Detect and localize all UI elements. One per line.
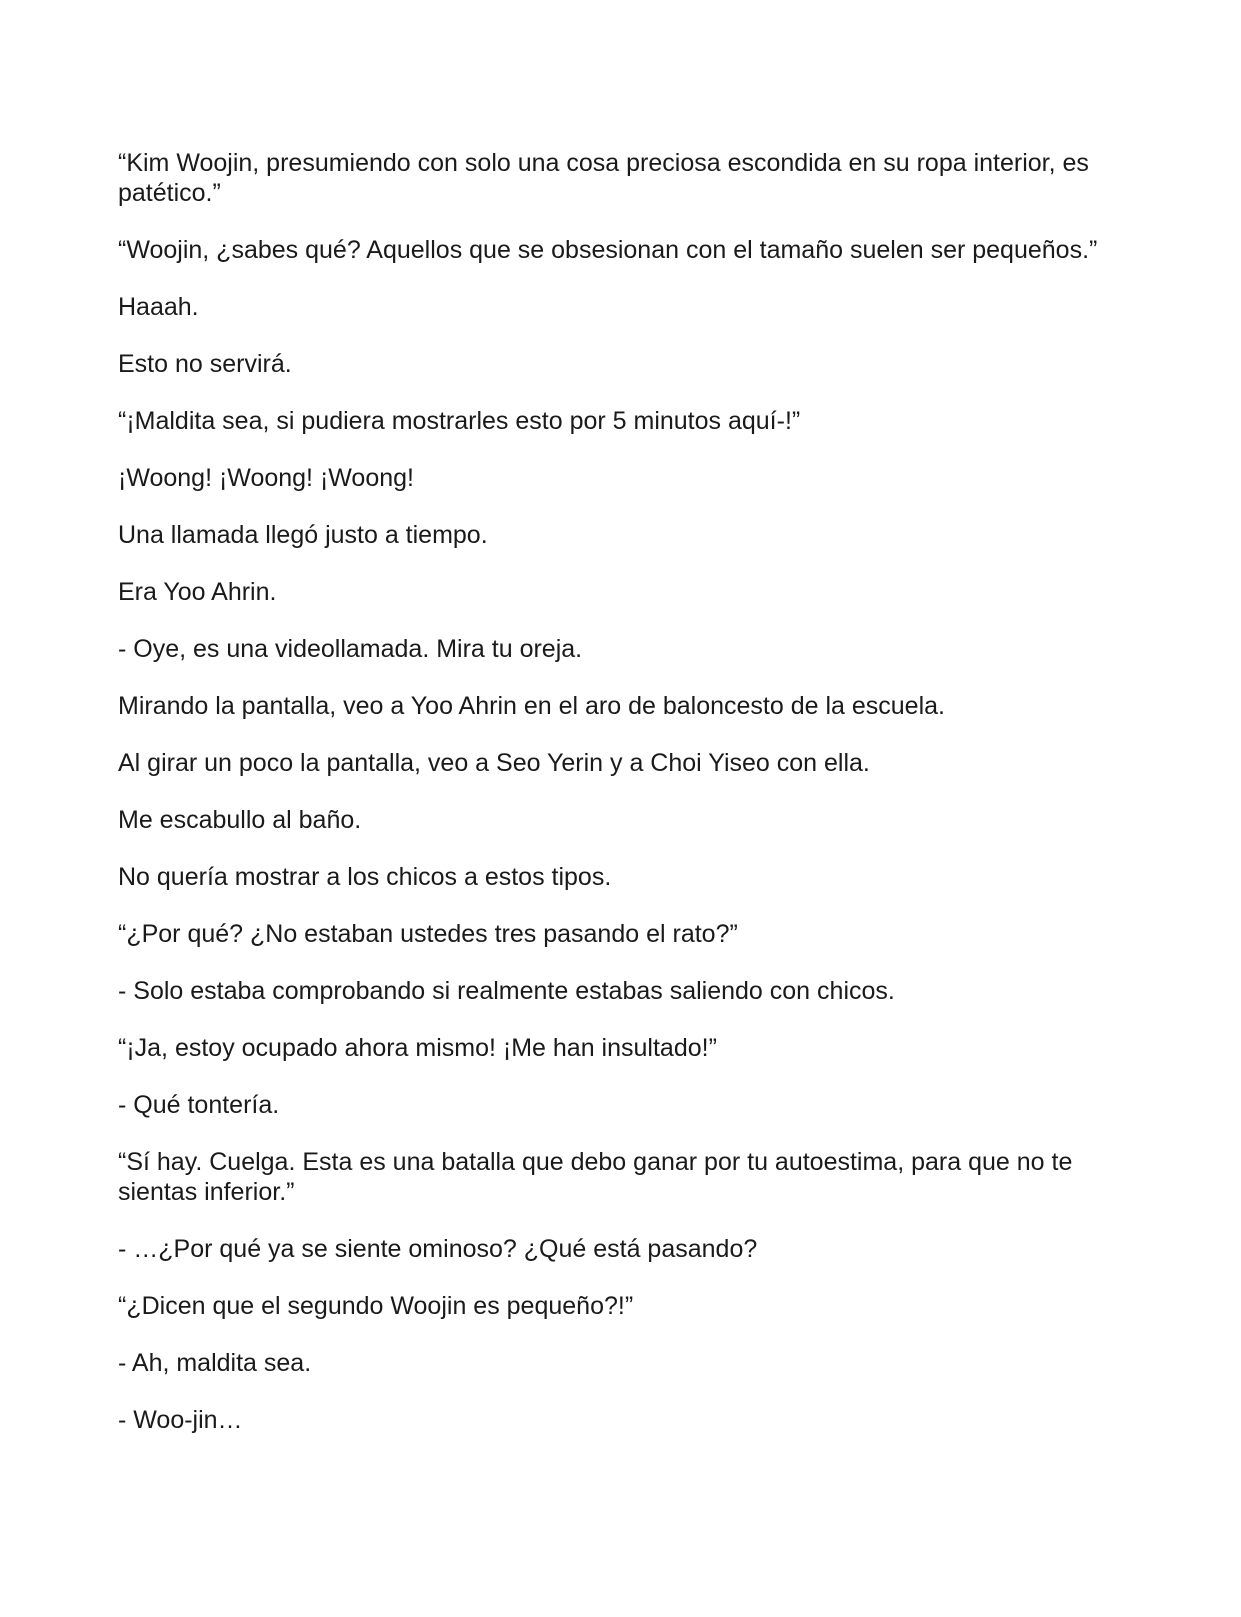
paragraph: Me escabullo al baño. [118, 806, 362, 834]
paragraph: “Sí hay. Cuelga. Esta es una batalla que debo ganar por tu autoestima, para que no te sientas inferior.” [118, 1148, 1073, 1206]
paragraph: - …¿Por qué ya se siente ominoso? ¿Qué está pasando? [118, 1235, 758, 1263]
paragraph: “¡Maldita sea, si pudiera mostrarles esto por 5 minutos aquí-!” [118, 407, 801, 435]
paragraph: “¿Dicen que el segundo Woojin es pequeño?!” [118, 1292, 634, 1320]
paragraph: - Ah, maldita sea. [118, 1349, 312, 1377]
paragraph: - Oye, es una videollamada. Mira tu oreja. [118, 635, 583, 663]
paragraph: - Woo-jin… [118, 1406, 243, 1434]
paragraph: - Qué tontería. [118, 1091, 280, 1119]
paragraph: “Kim Woojin, presumiendo con solo una cosa preciosa escondida en su ropa interior, es patético.” [118, 149, 1089, 207]
paragraph: - Solo estaba comprobando si realmente estabas saliendo con chicos. [118, 977, 895, 1005]
paragraph: Una llamada llegó justo a tiempo. [118, 521, 488, 549]
paragraph: “¿Por qué? ¿No estaban ustedes tres pasando el rato?” [118, 920, 738, 948]
paragraph: Haaah. [118, 293, 199, 321]
paragraph: “Woojin, ¿sabes qué? Aquellos que se obsesionan con el tamaño suelen ser pequeños.” [118, 236, 1098, 264]
paragraph: “¡Ja, estoy ocupado ahora mismo! ¡Me han insultado!” [118, 1034, 717, 1062]
paragraph: ¡Woong! ¡Woong! ¡Woong! [118, 464, 414, 492]
paragraph: Esto no servirá. [118, 350, 292, 378]
paragraph: Al girar un poco la pantalla, veo a Seo Yerin y a Choi Yiseo con ella. [118, 749, 870, 777]
paragraph: Era Yoo Ahrin. [118, 578, 277, 606]
paragraph: Mirando la pantalla, veo a Yoo Ahrin en el aro de baloncesto de la escuela. [118, 692, 945, 720]
document-body [118, 148, 1098, 1462]
paragraph: No quería mostrar a los chicos a estos tipos. [118, 863, 612, 891]
